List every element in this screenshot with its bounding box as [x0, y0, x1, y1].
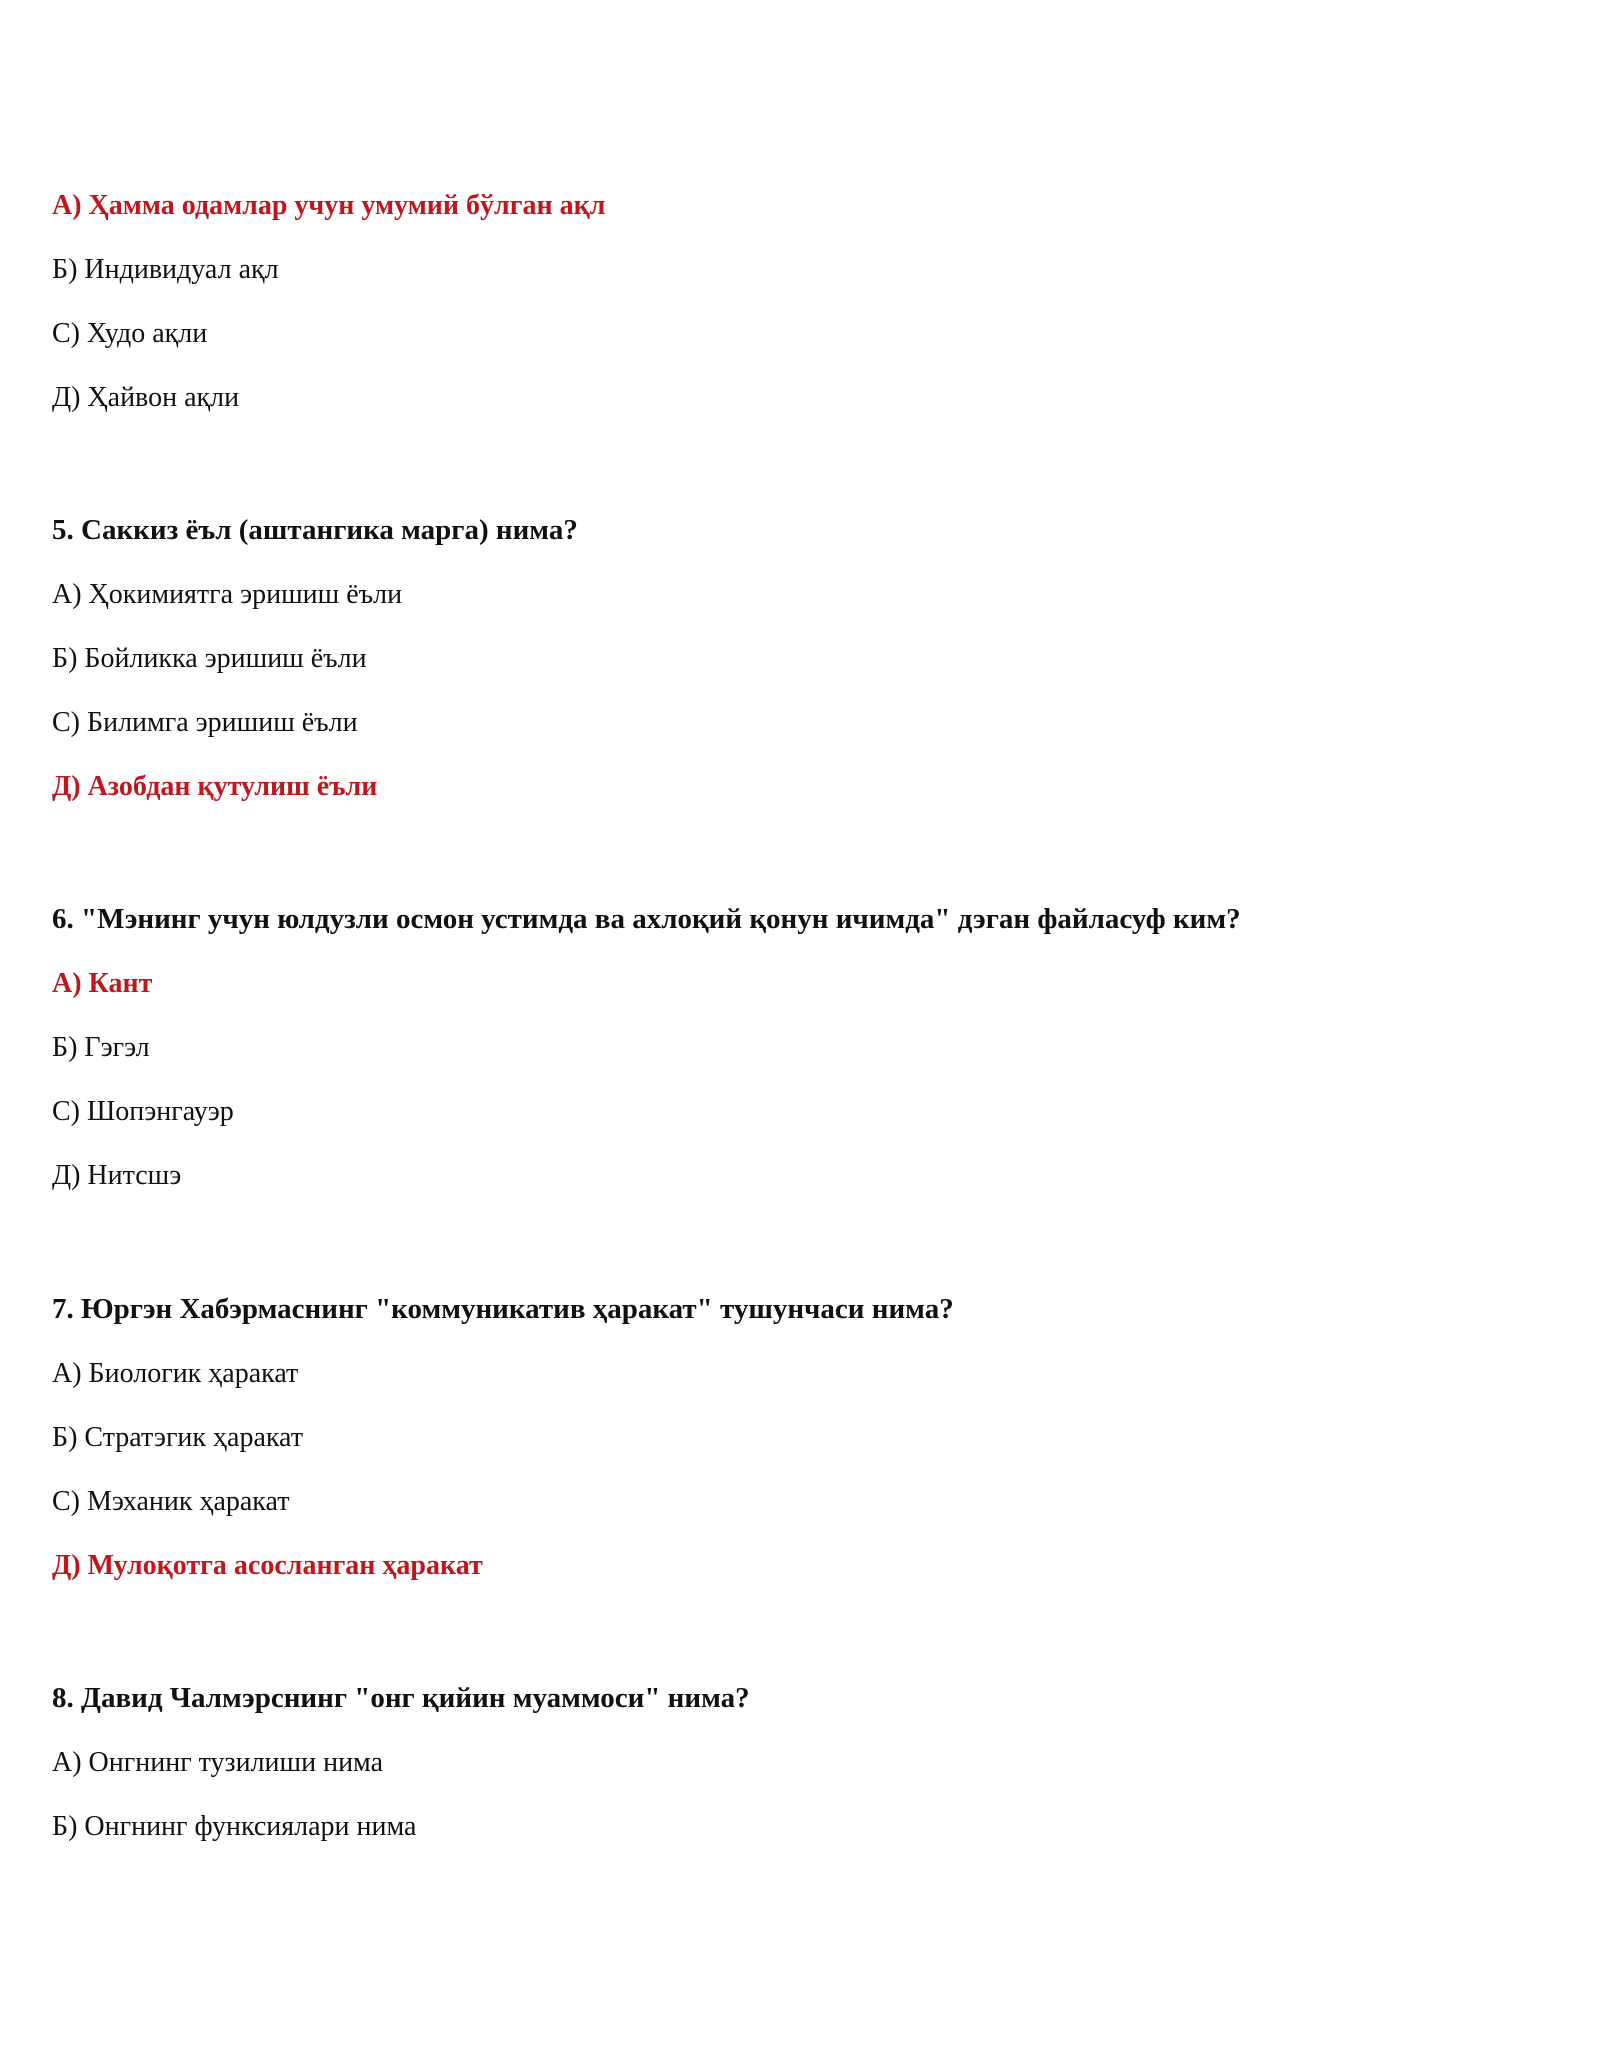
answer-option: Б) Стратэгик ҳаракат: [52, 1422, 303, 1453]
answer-option: А) Онгнинг тузилиши нима: [52, 1747, 384, 1778]
question-7-title: 7. Юргэн Хабэрмаснинг "коммуникатив ҳаракат" тушунчаси нима?: [52, 1293, 954, 1325]
answer-option: Д) Ҳайвон ақли: [52, 382, 240, 413]
answer-option: С) Шопэнгауэр: [52, 1096, 234, 1127]
answer-option: Д) Нитсшэ: [52, 1160, 182, 1191]
answer-option: А) Биологик ҳаракат: [52, 1358, 299, 1389]
answer-option-correct: А) Кант: [52, 968, 153, 999]
answer-option: С) Мэханик ҳаракат: [52, 1486, 290, 1517]
answer-option: С) Худо ақли: [52, 318, 208, 349]
answer-option-correct: А) Ҳамма одамлар учун умумий бўлган ақл: [52, 190, 606, 221]
answer-option: Б) Бойликка эришиш ёъли: [52, 643, 367, 674]
answer-option: Б) Индивидуал ақл: [52, 254, 279, 285]
answer-option: А) Ҳокимиятга эришиш ёъли: [52, 579, 403, 610]
answer-option: Б) Онгнинг функсиялари нима: [52, 1811, 417, 1842]
question-5-title: 5. Саккиз ёъл (аштангика марга) нима?: [52, 514, 578, 546]
answer-option-correct: Д) Мулоқотга асосланган ҳаракат: [52, 1550, 483, 1581]
question-6-title: 6. "Мэнинг учун юлдузли осмон устимда ва ахлоқий қонун ичимда" дэган файласуф ким?: [52, 903, 1241, 935]
answer-option-correct: Д) Азобдан қутулиш ёъли: [52, 771, 378, 802]
answer-option: С) Билимга эришиш ёъли: [52, 707, 358, 738]
question-8-title: 8. Давид Чалмэрснинг "онг қийин муаммоси" нима?: [52, 1682, 750, 1714]
answer-option: Б) Гэгэл: [52, 1032, 150, 1063]
